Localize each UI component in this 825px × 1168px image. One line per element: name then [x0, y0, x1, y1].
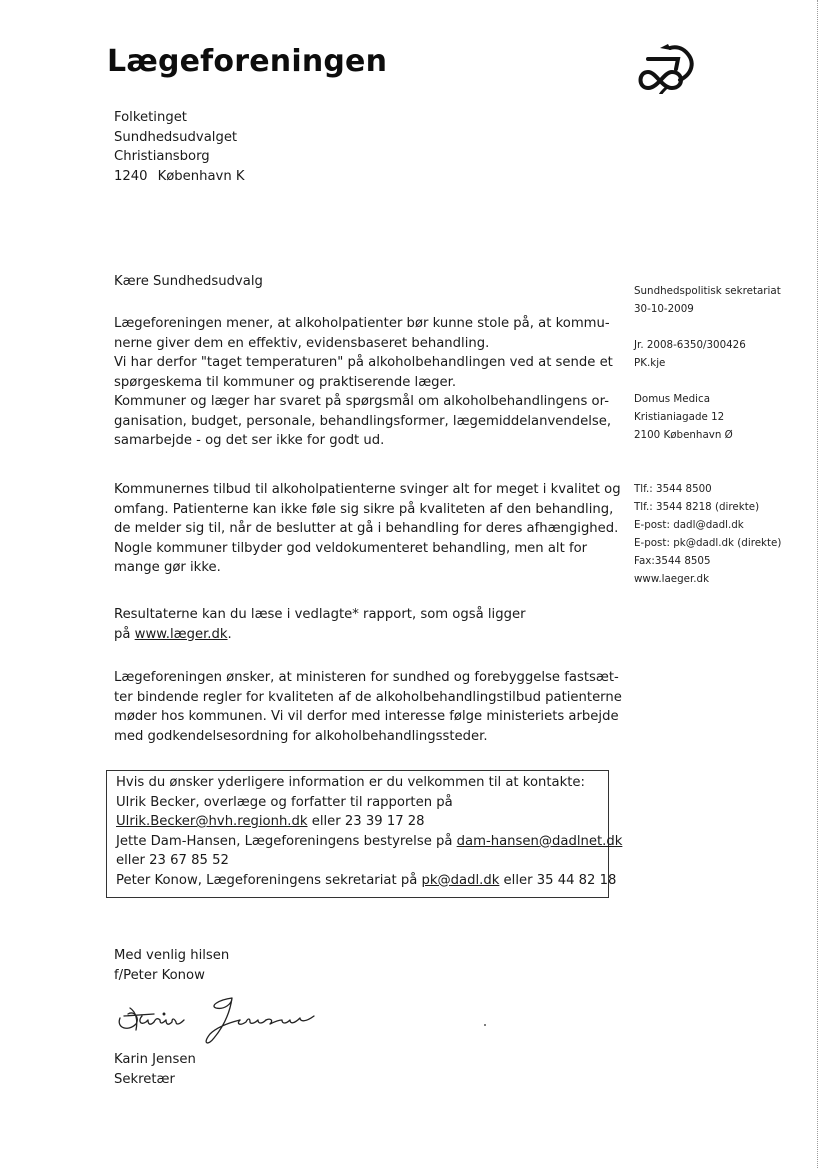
letter-date: 30-10-2009 — [634, 303, 694, 315]
email-link-ulrik-becker[interactable]: Ulrik.Becker@hvh.regionh.dk — [116, 814, 308, 829]
sender-address-line: 2100 København Ø — [634, 429, 733, 441]
closing-greeting: Med venlig hilsen — [114, 948, 230, 963]
recipient-line: Christiansborg — [114, 149, 210, 164]
paragraph-line: ganisation, budget, personale, behandlingsformer, lægemiddelanvendelse, — [114, 413, 612, 429]
paragraph-1 — [114, 314, 614, 451]
contact-info-box — [106, 770, 623, 898]
paragraph-text: . — [227, 626, 232, 642]
handwritten-signature-icon — [114, 990, 324, 1048]
contact-phone: eller 35 44 82 18 — [499, 872, 617, 888]
paragraph-line: Kommunernes tilbud til alkoholpatienterne svinger alt for meget i kvalitet og — [114, 482, 621, 497]
serpent-infinity-logo-icon — [634, 36, 702, 94]
department: Sundhedspolitisk sekretariat — [634, 285, 781, 297]
contact-person-2: Jette Dam-Hansen, Lægeforeningens bestyrelse på — [116, 833, 457, 849]
contact-person-1: Ulrik Becker, overlæge og forfatter til rapporten på — [116, 794, 453, 810]
organization-name: Lægeforeningen — [107, 44, 388, 79]
sender-address-line: Kristianiagade 12 — [634, 411, 725, 423]
paragraph-line: ter bindende regler for kvaliteten af de alkoholbehandlingstilbud patienterne — [114, 689, 622, 705]
fax: Fax:3544 8505 — [634, 555, 711, 567]
email-link-dam-hansen[interactable]: dam-hansen@dadlnet.dk — [456, 833, 623, 849]
paragraph-line: mange gør ikke. — [114, 560, 221, 575]
email-main: E-post: dadl@dadl.dk — [634, 519, 744, 531]
paragraph-line: nerne giver dem en effektiv, evidensbaseret behandling. — [114, 335, 490, 351]
paragraph-line: møder hos kommunen. Vi vil derfor med interesse følge ministeriets arbejde — [114, 709, 619, 724]
paragraph-line: Lægeforeningen ønsker, at ministeren for sundhed og forebyggelse fastsæt- — [114, 670, 619, 685]
recipient-line: Folketinget — [114, 110, 187, 125]
paragraph-line: Vi har derfor "taget temperaturen" på alkoholbehandlingen ved at sende et — [114, 355, 613, 370]
closing — [114, 946, 229, 985]
sender-address-line: Domus Medica — [634, 393, 711, 405]
paragraph-line: Nogle kommuner tilbyder god veldokumenteret behandling, men alt for — [114, 540, 588, 556]
paragraph-line: omfang. Patienterne kan ikke føle sig sikre på kvaliteten af den behandling, — [114, 501, 614, 517]
paragraph-line: Kommuner og læger har svaret på spørgsmål om alkoholbehandlingens or- — [114, 394, 609, 409]
reference: PK.kje — [634, 357, 666, 369]
recipient-city: København K — [157, 168, 245, 184]
scan-edge-line — [817, 0, 818, 1168]
contact-phone: eller 23 67 85 52 — [116, 853, 229, 868]
sender-info-column — [634, 282, 781, 588]
on-behalf-of: f/Peter Konow — [114, 967, 205, 983]
paragraph-line: spørgeskema til kommuner og praktiserende læger. — [114, 374, 457, 390]
paragraph-line: med godkendelsesordning for alkoholbehandlingssteder. — [114, 728, 488, 744]
recipient-address — [114, 108, 245, 186]
email-direct: E-post: pk@dadl.dk (direkte) — [634, 537, 782, 549]
website-link[interactable]: www.læger.dk — [134, 626, 228, 642]
paragraph-text: på — [114, 626, 135, 642]
paragraph-4 — [114, 668, 622, 746]
recipient-line: Sundhedsudvalget — [114, 129, 238, 145]
scan-speck — [484, 1024, 486, 1026]
paragraph-line: samarbejde - og det ser ikke for godt ud. — [114, 433, 385, 448]
recipient-postcode: 1240 — [114, 168, 148, 184]
website: www.laeger.dk — [634, 573, 710, 585]
paragraph-2 — [114, 480, 621, 578]
contact-intro: Hvis du ønsker yderligere information er du velkommen til at kontakte: — [116, 775, 585, 790]
journal-number: Jr. 2008-6350/300426 — [634, 339, 746, 351]
salutation: Kære Sundhedsudvalg — [114, 274, 263, 289]
contact-phone: eller 23 39 17 28 — [307, 814, 425, 829]
signer-block — [114, 1050, 196, 1089]
signer-name: Karin Jensen — [114, 1052, 196, 1067]
signer-title: Sekretær — [114, 1071, 175, 1087]
email-link-peter-konow[interactable]: pk@dadl.dk — [421, 872, 500, 888]
paragraph-line: Lægeforeningen mener, at alkoholpatienter bør kunne stole på, at kommu- — [114, 316, 610, 331]
phone-direct: Tlf.: 3544 8218 (direkte) — [634, 501, 760, 513]
paragraph-3 — [114, 605, 614, 644]
phone-main: Tlf.: 3544 8500 — [634, 483, 712, 495]
contact-person-3: Peter Konow, Lægeforeningens sekretariat på — [116, 872, 422, 888]
paragraph-line: de melder sig til, når de beslutter at gå i behandling for deres afhængighed. — [114, 521, 619, 536]
paragraph-line: Resultaterne kan du læse i vedlagte* rapport, som også ligger — [114, 607, 526, 622]
